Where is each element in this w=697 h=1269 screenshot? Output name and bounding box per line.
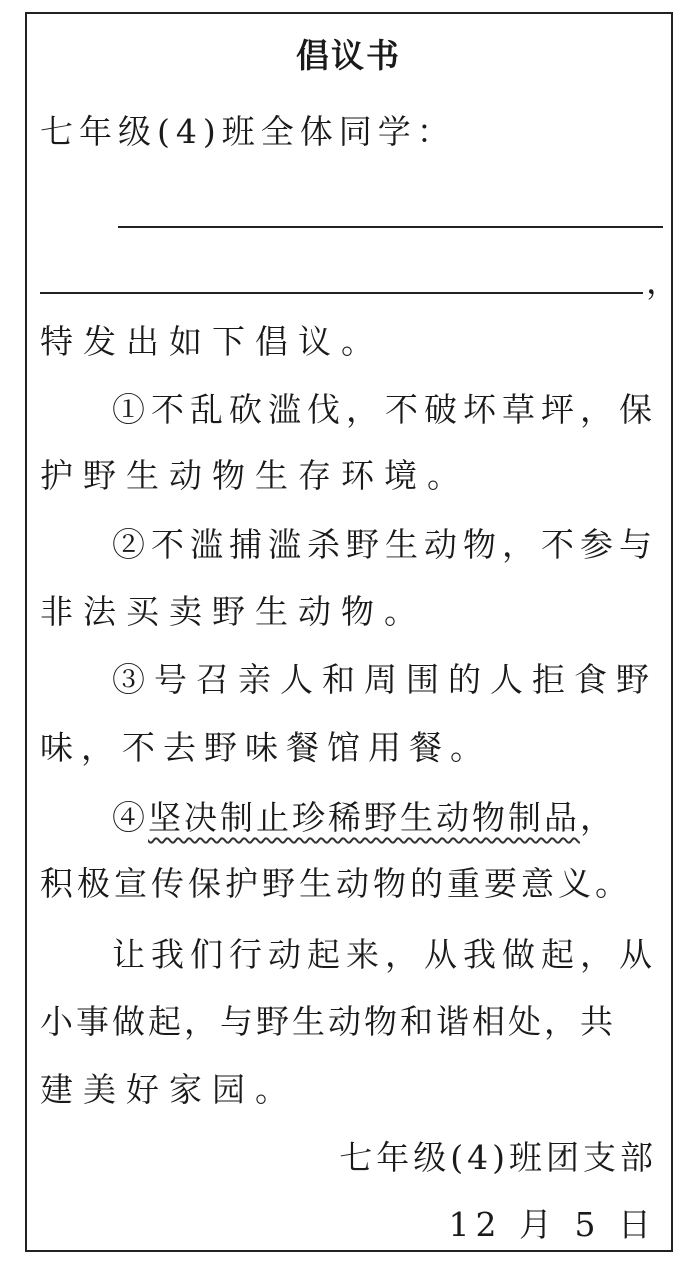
item-4-marker: ④ bbox=[112, 798, 148, 837]
intro-line: 特发出如下倡议。 bbox=[40, 322, 384, 361]
closing-line-3: 建美好家园。 bbox=[40, 1070, 298, 1109]
blank-answer-line-2 bbox=[40, 292, 643, 294]
date: 12 月 5 日 bbox=[448, 1205, 657, 1244]
document-title: 倡议书 bbox=[296, 36, 401, 75]
item-3-line-1: ③号召亲人和周围的人拒食野 bbox=[112, 660, 658, 699]
document-frame bbox=[25, 12, 673, 1252]
closing-line-2: 小事做起，与野生动物和谐相处，共 bbox=[40, 1002, 616, 1041]
blank-answer-line-1 bbox=[118, 226, 663, 228]
item-4-line-1 bbox=[112, 798, 616, 838]
closing-line-1: 让我们行动起来，从我做起，从 bbox=[112, 935, 658, 974]
item-1-line-2: 护野生动物生存环境。 bbox=[40, 456, 470, 495]
item-2-line-2: 非法买卖野生动物。 bbox=[40, 592, 427, 631]
item-4-line-2: 积极宣传保护野生动物的重要意义。 bbox=[40, 864, 632, 903]
item-4-underlined-text: 坚决制止珍稀野生动物制品 bbox=[148, 798, 580, 837]
item-3-line-2: 味，不去野味餐馆用餐。 bbox=[40, 728, 491, 767]
salutation: 七年级(4)班全体同学： bbox=[40, 112, 456, 151]
blank-trailing-comma: ， bbox=[646, 262, 679, 301]
item-1-line-1: ①不乱砍滥伐，不破坏草坪，保 bbox=[112, 390, 658, 429]
item-2-line-1: ②不滥捕滥杀野生动物，不参与 bbox=[112, 525, 658, 564]
item-4-comma: ， bbox=[580, 798, 616, 837]
signature: 七年级(4)班团支部 bbox=[339, 1138, 657, 1177]
